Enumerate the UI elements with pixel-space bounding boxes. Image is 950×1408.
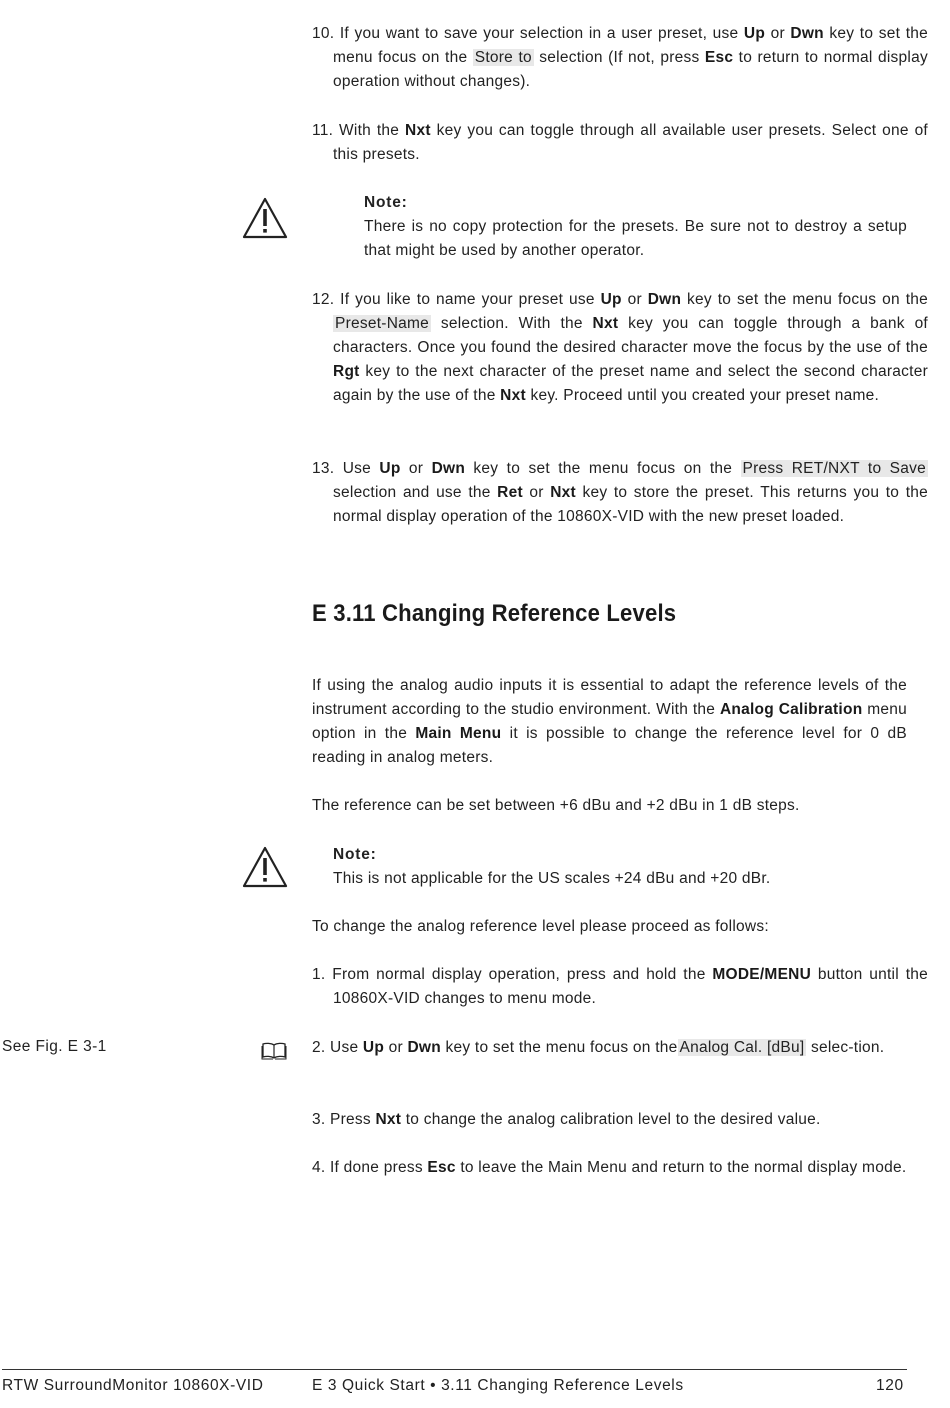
step-3: 3. Press Nxt to change the analog calibration level to the desired value. bbox=[312, 1111, 821, 1128]
footer-product: RTW SurroundMonitor 10860X-VID bbox=[2, 1377, 264, 1394]
step-10: 10. If you want to save your selection in a user preset, use Up or Dwn key to set the menu focus on the Store to selection (If not, press Esc to return to normal display operation without changes). bbox=[312, 25, 928, 90]
footer-rule bbox=[2, 1369, 907, 1370]
key-esc: Esc bbox=[704, 49, 734, 66]
menu-item-store-to: Store to bbox=[474, 49, 532, 66]
note-us-scales bbox=[333, 843, 907, 891]
step-12: 12. If you like to name your preset use Up or Dwn key to set the menu focus on the Preset-Name selection. With the Nxt key you can toggle through a bank of characters. Once you found the desired character move the focus by the use of the Rgt key to the next character of the preset name and select the second character again by the use of the Nxt key. Proceed until you created your preset name. bbox=[312, 291, 928, 404]
menu-item-analog-cal: Analog Cal. [dBu] bbox=[679, 1039, 805, 1056]
key-nxt: Nxt bbox=[550, 484, 576, 501]
key-nxt: Nxt bbox=[375, 1111, 402, 1128]
footer-section: E 3 Quick Start • 3.11 Changing Reference Levels bbox=[312, 1377, 684, 1394]
key-dwn: Dwn bbox=[431, 460, 466, 477]
key-up: Up bbox=[743, 25, 766, 42]
page-number: 120 bbox=[876, 1377, 904, 1394]
step-number: 10. bbox=[312, 25, 335, 42]
key-rgt: Rgt bbox=[333, 363, 360, 380]
menu-main-menu: Main Menu bbox=[415, 725, 502, 742]
key-dwn: Dwn bbox=[790, 25, 824, 42]
step-number: 1. bbox=[312, 966, 326, 983]
key-nxt: Nxt bbox=[405, 122, 431, 139]
step-4: 4. If done press Esc to leave the Main Menu and return to the normal display mode. bbox=[312, 1159, 907, 1176]
figure-reference: See Fig. E 3-1 bbox=[2, 1038, 107, 1055]
key-nxt: Nxt bbox=[592, 315, 619, 332]
step-number: 4. bbox=[312, 1159, 326, 1176]
step-number: 12. bbox=[312, 291, 335, 308]
range-paragraph: The reference can be set between +6 dBu and +2 dBu in 1 dB steps. bbox=[312, 797, 800, 814]
step-number: 11. bbox=[312, 122, 334, 139]
warning-triangle-icon bbox=[242, 197, 288, 239]
key-mode-menu: MODE/MENU bbox=[712, 966, 812, 983]
key-nxt: Nxt bbox=[500, 387, 526, 404]
note-title: Note: bbox=[364, 194, 408, 211]
key-dwn: Dwn bbox=[647, 291, 682, 308]
intro-paragraph: If using the analog audio inputs it is essential to adapt the reference levels of the instrument according to the studio environment. With the Analog Calibration menu option in the Main Menu it is possible to change the reference level for 0 dB reading in analog meters. bbox=[312, 677, 907, 766]
section-heading: E 3.11 Changing Reference Levels bbox=[312, 600, 677, 627]
step-13: 13. Use Up or Dwn key to set the menu focus on the Press RET/NXT to Save selection and use the Ret or Nxt key to store the preset. This returns you to the normal display operation of the 10860X-VID with the new preset loaded. bbox=[312, 460, 928, 525]
step-number: 3. bbox=[312, 1111, 326, 1128]
step-number: 2. bbox=[312, 1039, 326, 1056]
key-ret: Ret bbox=[497, 484, 523, 501]
key-esc: Esc bbox=[427, 1159, 456, 1176]
key-up: Up bbox=[362, 1039, 385, 1056]
open-book-icon bbox=[261, 1042, 287, 1060]
step-number: 13. bbox=[312, 460, 335, 477]
key-up: Up bbox=[600, 291, 622, 308]
key-dwn: Dwn bbox=[407, 1039, 441, 1056]
menu-item-press-ret-nxt-to-save: Press RET/NXT to Save bbox=[742, 460, 927, 477]
step-1: 1. From normal display operation, press and hold the MODE/MENU button until the 10860X-VID changes to menu mode. bbox=[312, 966, 929, 1007]
step-11: 11. With the Nxt key you can toggle through all available user presets. Select one of this presets. bbox=[312, 122, 928, 163]
note-presets bbox=[364, 191, 907, 263]
menu-analog-calibration: Analog Calibration bbox=[719, 701, 863, 718]
menu-item-preset-name: Preset-Name bbox=[335, 315, 430, 332]
warning-triangle-icon bbox=[242, 846, 288, 888]
note-text: There is no copy protection for the presets. Be sure not to destroy a setup that might be used by another operator. bbox=[364, 218, 907, 259]
proceed-paragraph: To change the analog reference level please proceed as follows: bbox=[312, 918, 769, 935]
step-2: 2. Use Up or Dwn key to set the menu focus on the Analog Cal. [dBu] selec-tion. bbox=[312, 1039, 885, 1056]
key-up: Up bbox=[379, 460, 401, 477]
note-title: Note: bbox=[333, 846, 377, 863]
note-text: This is not applicable for the US scales +24 dBu and +20 dBr. bbox=[333, 870, 771, 887]
